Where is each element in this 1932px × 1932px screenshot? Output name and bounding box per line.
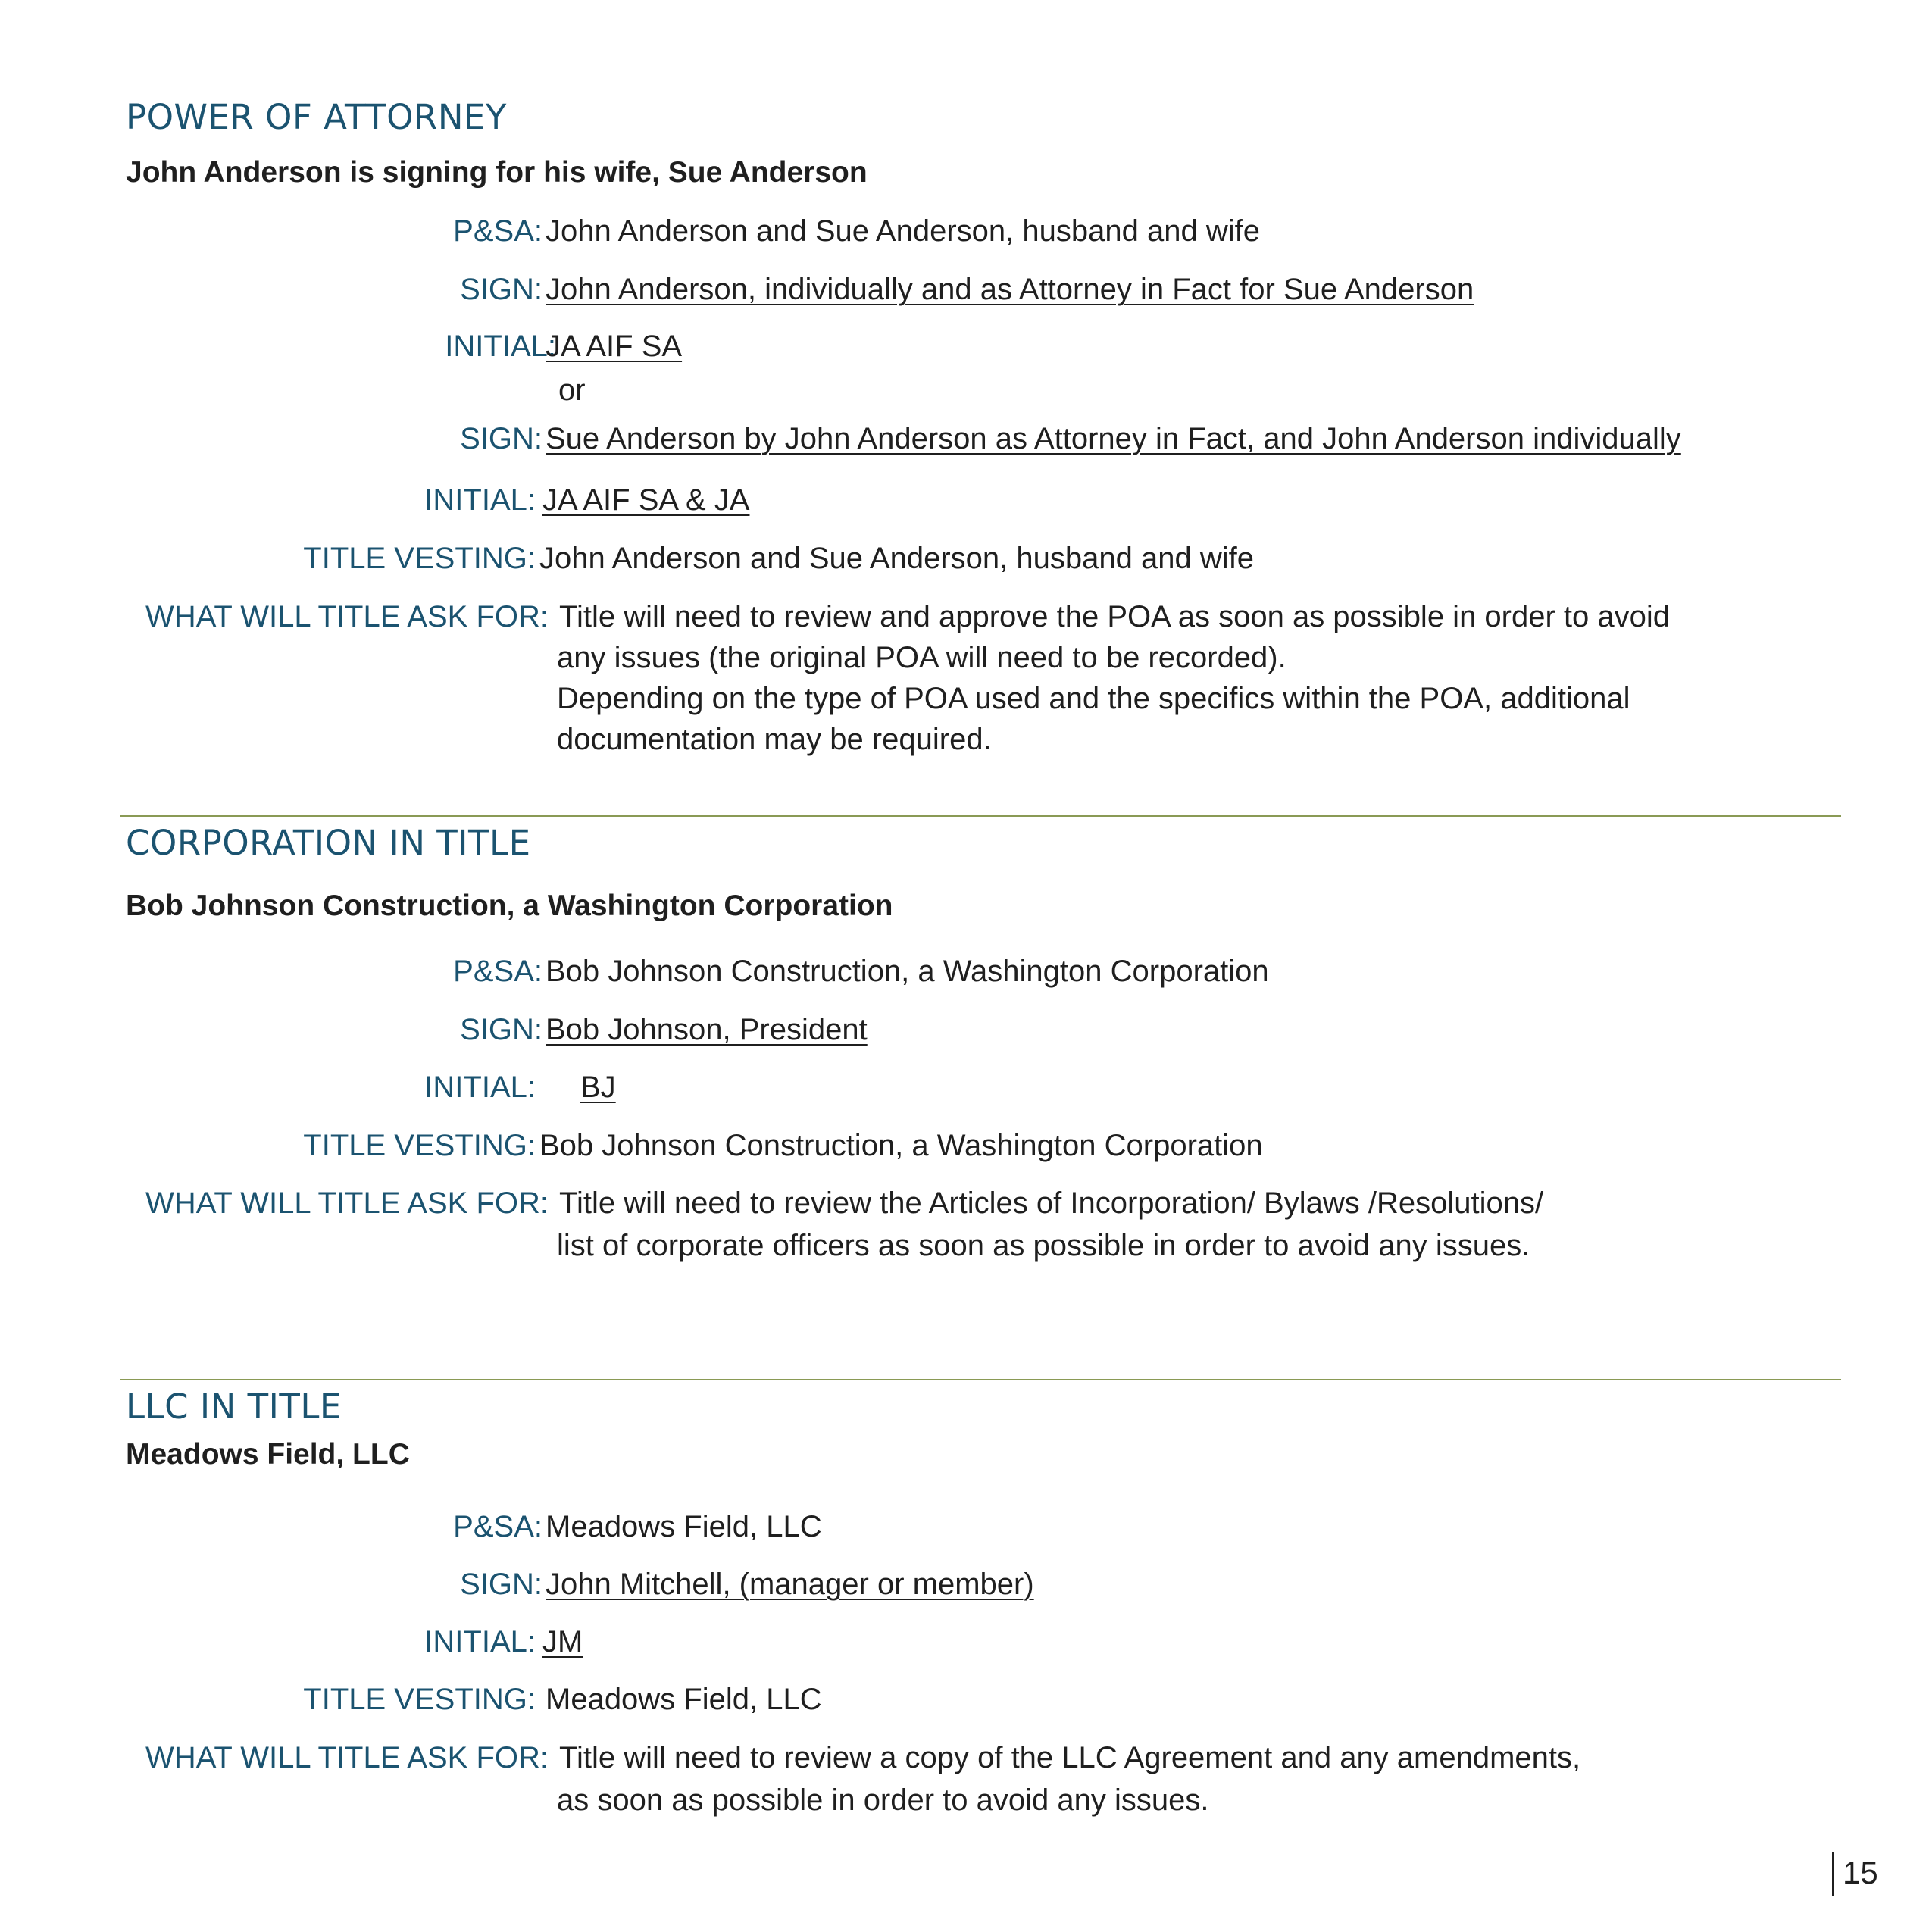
sign-row <box>0 1013 1932 1051</box>
psa-label: P&SA: <box>453 214 542 248</box>
vesting-label: TITLE VESTING: <box>303 1129 536 1162</box>
initial-row <box>0 1071 1932 1108</box>
initial-row <box>0 1625 1932 1663</box>
section-heading-power-of-attorney: POWER OF ATTORNEY <box>126 97 507 137</box>
section-divider <box>120 815 1841 817</box>
initial-label: INITIAL: <box>445 330 556 363</box>
page-number: 15 <box>1843 1855 1878 1890</box>
psa-row <box>0 1510 1932 1548</box>
psa-label: P&SA: <box>453 955 542 988</box>
ask-line: as soon as possible in order to avoid any issues. <box>557 1784 1209 1817</box>
sign-value: Bob Johnson, President <box>546 1013 868 1046</box>
initial-row <box>0 330 1932 367</box>
vesting-value: Bob Johnson Construction, a Washington Corporation <box>539 1129 1263 1162</box>
section-subtitle: Bob Johnson Construction, a Washington Corporation <box>126 889 893 922</box>
psa-row <box>0 955 1932 993</box>
vesting-row <box>0 1129 1932 1167</box>
section-heading-corporation: CORPORATION IN TITLE <box>126 823 531 863</box>
vesting-value: Meadows Field, LLC <box>546 1683 822 1716</box>
ask-label: WHAT WILL TITLE ASK FOR: <box>145 600 549 633</box>
sign-row <box>0 273 1932 311</box>
section-divider <box>120 1379 1841 1380</box>
psa-value: Bob Johnson Construction, a Washington Corporation <box>546 955 1269 988</box>
initial-value: JM <box>542 1625 583 1658</box>
ask-line: Title will need to review a copy of the LLC Agreement and any amendments, <box>559 1741 1581 1774</box>
ask-line: list of corporate officers as soon as possible in order to avoid any issues. <box>557 1229 1530 1262</box>
vesting-row <box>0 542 1932 580</box>
sign-label: SIGN: <box>460 273 542 306</box>
sign-row-alt <box>0 422 1932 460</box>
psa-row <box>0 214 1932 252</box>
psa-value: John Anderson and Sue Anderson, husband and wife <box>546 214 1260 248</box>
section-heading-llc: LLC IN TITLE <box>126 1386 342 1427</box>
vesting-value: John Anderson and Sue Anderson, husband and wife <box>539 542 1254 575</box>
ask-row <box>0 600 1932 638</box>
section-subtitle: Meadows Field, LLC <box>126 1438 410 1471</box>
sign-label-alt: SIGN: <box>460 422 542 455</box>
sign-value: John Anderson, individually and as Attorney in Fact for Sue Anderson <box>546 273 1474 306</box>
page-number-rule <box>1832 1852 1834 1896</box>
initial-label: INITIAL: <box>424 1071 536 1104</box>
ask-line: Title will need to review and approve the POA as soon as possible in order to avoid <box>559 600 1671 633</box>
ask-line: any issues (the original POA will need to be recorded). <box>557 641 1286 674</box>
ask-line: documentation may be required. <box>557 723 992 756</box>
sign-value: John Mitchell, (manager or member) <box>546 1568 1034 1601</box>
psa-value: Meadows Field, LLC <box>546 1510 822 1543</box>
initial-label-alt: INITIAL: <box>424 483 536 517</box>
vesting-label: TITLE VESTING: <box>303 542 536 575</box>
psa-label: P&SA: <box>453 1510 542 1543</box>
vesting-row <box>0 1683 1932 1721</box>
or-separator: or <box>558 374 586 407</box>
ask-row <box>0 1186 1932 1224</box>
initial-value-alt: JA AIF SA & JA <box>542 483 750 517</box>
initial-row-alt <box>0 483 1932 521</box>
vesting-label: TITLE VESTING: <box>303 1683 536 1716</box>
ask-line: Title will need to review the Articles of Incorporation/ Bylaws /Resolutions/ <box>559 1186 1544 1220</box>
sign-label: SIGN: <box>460 1013 542 1046</box>
sign-row <box>0 1568 1932 1605</box>
ask-label: WHAT WILL TITLE ASK FOR: <box>145 1186 549 1220</box>
sign-label: SIGN: <box>460 1568 542 1601</box>
initial-label: INITIAL: <box>424 1625 536 1658</box>
section-subtitle: John Anderson is signing for his wife, Sue Anderson <box>126 156 868 189</box>
ask-row <box>0 1741 1932 1779</box>
ask-line: Depending on the type of POA used and the specifics within the POA, additional <box>557 682 1630 715</box>
initial-value: JA AIF SA <box>546 330 683 363</box>
ask-label: WHAT WILL TITLE ASK FOR: <box>145 1741 549 1774</box>
sign-value-alt: Sue Anderson by John Anderson as Attorney in Fact, and John Anderson individually <box>546 422 1681 455</box>
initial-value: BJ <box>580 1071 616 1104</box>
